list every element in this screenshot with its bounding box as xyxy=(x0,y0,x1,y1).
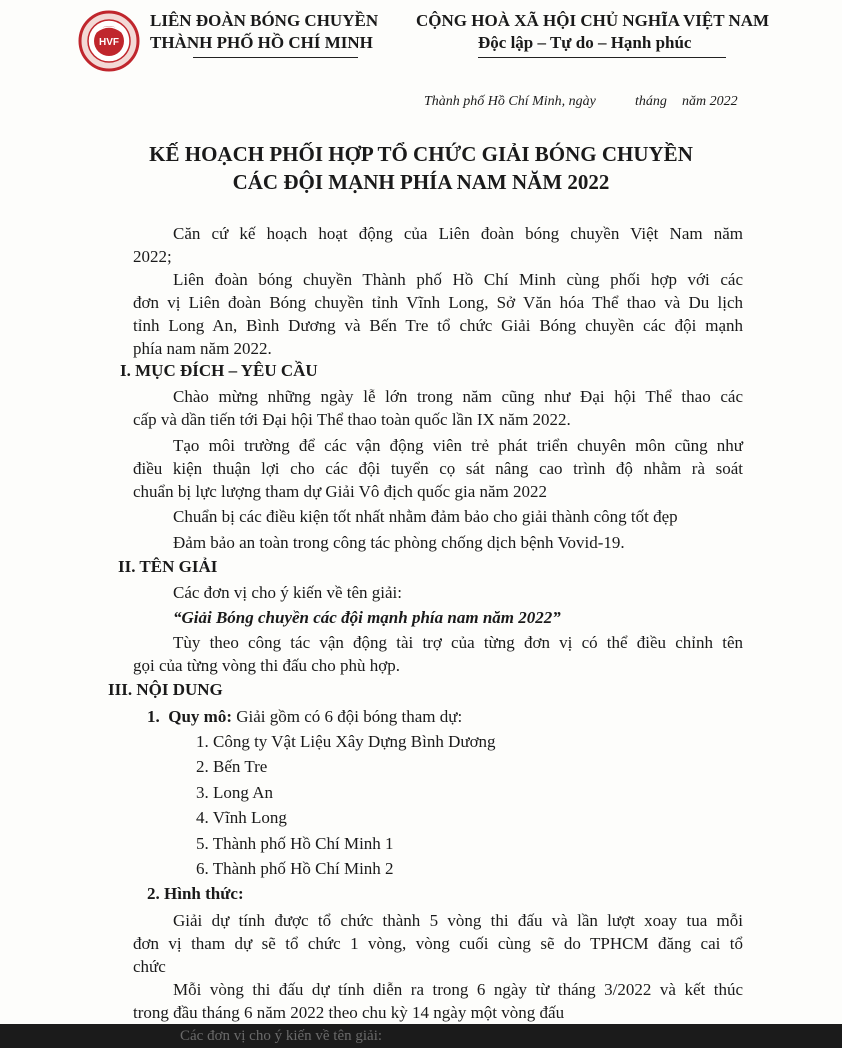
org-name-line1: LIÊN ĐOÀN BÓNG CHUYỀN xyxy=(150,11,379,30)
section-3-p1-line2: đơn vị tham dự sẽ tổ chức 1 vòng, vòng cuối cùng sẽ do TPHCM đăng cai tổ xyxy=(133,934,743,953)
intro-p2-line4: phía nam năm 2022. xyxy=(133,339,272,358)
subsection-1-number: 1. xyxy=(147,707,160,726)
dateline-month: tháng xyxy=(635,94,667,109)
team-list-item: 5. Thành phố Hồ Chí Minh 1 xyxy=(196,834,394,853)
team-list-item: 3. Long An xyxy=(196,783,273,802)
section-3-p1-line3: chức xyxy=(133,957,166,976)
dateline-year: năm 2022 xyxy=(682,94,738,109)
doc-title-line1: KẾ HOẠCH PHỐI HỢP TỔ CHỨC GIẢI BÓNG CHUYỀN xyxy=(149,142,693,166)
section-3-p2-line1: Mỗi vòng thi đấu dự tính diễn ra trong 6 ngày từ tháng 3/2022 và kết thúc xyxy=(173,980,743,999)
section-3-p1-line1: Giải dự tính được tổ chức thành 5 vòng thi đấu và lần lượt xoay tua mỗi xyxy=(173,911,743,930)
overlay-caption: Các đơn vị cho ý kiến về tên giải: xyxy=(180,1028,383,1044)
country-name: CỘNG HOÀ XÃ HỘI CHỦ NGHĨA VIỆT NAM xyxy=(416,11,770,30)
section-1-p2-line1: Tạo môi trường để các vận động viên trẻ phát triển chuyên môn cũng như xyxy=(173,436,743,455)
intro-p1-line1: Căn cứ kế hoạch hoạt động của Liên đoàn bóng chuyền Việt Nam năm xyxy=(173,224,743,243)
intro-p1-line2: 2022; xyxy=(133,247,172,266)
org-name-line2: THÀNH PHỐ HỒ CHÍ MINH xyxy=(150,33,373,52)
subsection-2: 2. Hình thức: xyxy=(147,884,244,903)
section-2-p1: Các đơn vị cho ý kiến về tên giải: xyxy=(173,583,402,602)
section-2-p2-line1: Tùy theo công tác vận động tài trợ của từng đơn vị có thể điều chỉnh tên xyxy=(173,633,743,652)
section-1-p4: Đảm bảo an toàn trong công tác phòng chống dịch bệnh Vovid-19. xyxy=(173,533,625,552)
team-list-item: 6. Thành phố Hồ Chí Minh 2 xyxy=(196,859,394,878)
subsection-1-text: Giải gồm có 6 đội bóng tham dự: xyxy=(232,707,463,726)
subsection-1-label: Quy mô: xyxy=(168,707,232,726)
section-1-p3: Chuẩn bị các điều kiện tốt nhất nhằm đảm bảo cho giải thành công tốt đẹp xyxy=(173,507,678,526)
svg-text:HVF: HVF xyxy=(99,37,119,48)
section-1-p2-line3: chuẩn bị lực lượng tham dự Giải Vô địch quốc gia năm 2022 xyxy=(133,482,548,501)
dateline-place: Thành phố Hồ Chí Minh, ngày xyxy=(424,94,596,109)
team-list-item: 4. Vĩnh Long xyxy=(196,808,287,827)
section-1-p2-line2: điều kiện thuận lợi cho các đội tuyển cọ sát nâng cao trình độ nhằm rà soát xyxy=(133,459,743,478)
section-1-p1-line1: Chào mừng những ngày lễ lớn trong năm cũng như Đại hội Thể thao các xyxy=(173,387,743,406)
intro-p2-line1: Liên đoàn bóng chuyền Thành phố Hồ Chí Minh cùng phối hợp với các xyxy=(173,270,743,289)
team-list-item: 1. Công ty Vật Liệu Xây Dựng Bình Dương xyxy=(196,732,496,751)
section-1-heading: I. MỤC ĐÍCH – YÊU CẦU xyxy=(120,361,318,380)
national-motto: Độc lập – Tự do – Hạnh phúc xyxy=(478,33,692,52)
section-2-heading: II. TÊN GIẢI xyxy=(118,557,218,576)
tournament-name: “Giải Bóng chuyền các đội mạnh phía nam năm 2022” xyxy=(173,608,561,627)
intro-p2-line2: đơn vị Liên đoàn Bóng chuyền tỉnh Vĩnh Long, Sở Văn hóa Thể thao và Du lịch xyxy=(133,293,743,312)
section-1-p1-line2: cấp và dần tiến tới Đại hội Thể thao toàn quốc lần IX năm 2022. xyxy=(133,410,571,429)
motto-underline xyxy=(478,57,726,58)
hvf-logo xyxy=(78,10,140,72)
section-3-heading: III. NỘI DUNG xyxy=(108,680,223,699)
org-underline xyxy=(193,57,358,58)
bottom-overlay-bar xyxy=(0,1024,842,1048)
team-list-item: 2. Bến Tre xyxy=(196,757,268,776)
section-3-p2-line2: trong đầu tháng 6 năm 2022 theo chu kỳ 14 ngày một vòng đấu xyxy=(133,1003,565,1022)
subsection-1 xyxy=(147,706,462,728)
intro-p2-line3: tỉnh Long An, Bình Dương và Bến Tre tổ chức Giải Bóng chuyền các đội mạnh xyxy=(133,316,743,335)
doc-title-line2: CÁC ĐỘI MẠNH PHÍA NAM NĂM 2022 xyxy=(232,170,610,194)
section-2-p2-line2: gọi của từng vòng thi đấu cho phù hợp. xyxy=(133,656,401,675)
